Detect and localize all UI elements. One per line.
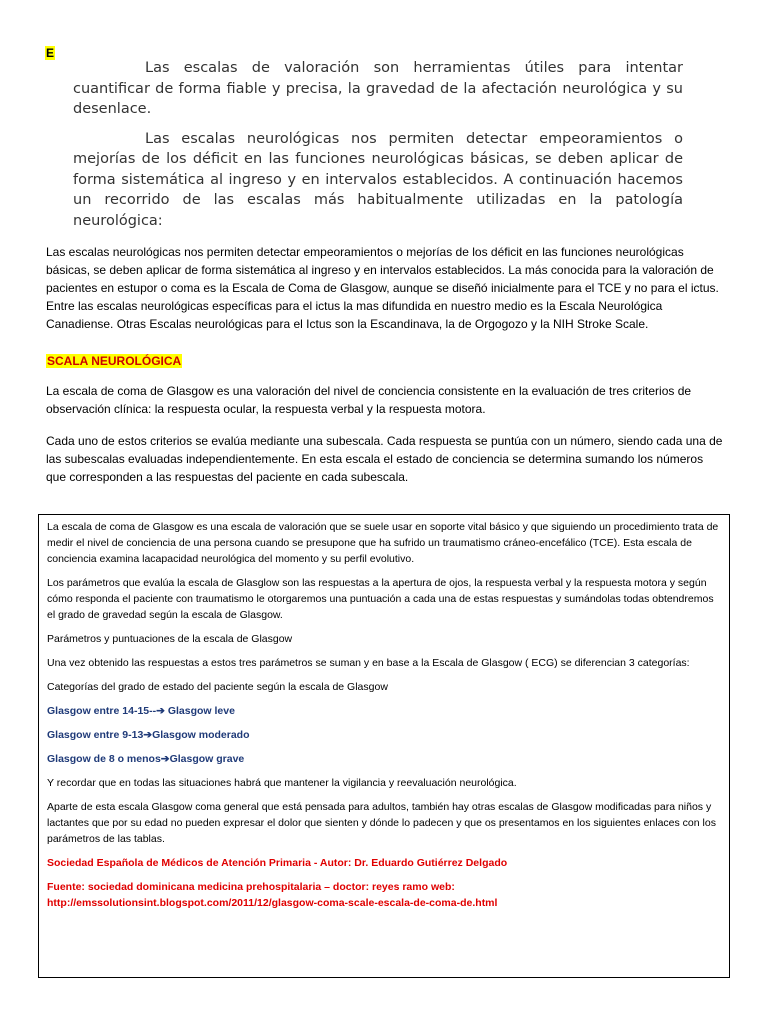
scan-paragraph: Las escalas neurológicas nos permiten detectar empeoramientos o mejorías de los déficit en las funciones neurológicas básicas, se deben aplicar de forma sistemática al ingreso y en intervalos establecidos. A continuación hacemos un recorrido de las escalas más habitualmente utilizadas en la patología neurológica:	[73, 130, 683, 229]
source-link[interactable]: Fuente: sociedad dominicana medicina prehospitalaria – doctor: reyes ramo web: http://emssolutionsint.blogspot.com/2011/12/glasgow-coma-scale-escala-de-coma-de.html	[47, 881, 498, 909]
paragraph: La escala de coma de Glasgow es una valoración del nivel de conciencia consistente en la evaluación de tres criterios de observación clínica: la respuesta ocular, la respuesta verbal y la respuesta motora.	[46, 384, 692, 416]
intro-paragraph	[46, 243, 726, 333]
box-paragraph: Los parámetros que evalúa la escala de Glasglow son las respuestas a la apertura de ojos, la respuesta verbal y la respuesta motora y según cómo responda el paciente con traumatismo le otorgaremos una puntuación a cada una de estas respuestas y sumándolas todas obtendremos el grado de gravedad según la escala de Glasgow.	[47, 577, 714, 621]
box-paragraph: Aparte de esta escala Glasgow coma general que está pensada para adultos, también hay otras escalas de Glasgow modificadas para niños y lactantes que por su edad no pueden expresar el dolor que sienten y dónde lo padecen y que os presentamos en los siguientes enlaces con los parámetros de las tablas.	[47, 801, 716, 845]
subscale-description	[46, 432, 726, 486]
section-title: SCALA NEUROLÓGICA	[47, 354, 182, 368]
scan-paragraph: Las escalas de valoración son herramientas útiles para intentar cuantificar de forma fiable y precisa, la gravedad de la afectación neurológica y su desenlace.	[73, 60, 683, 117]
box-paragraph: Parámetros y puntuaciones de la escala de Glasgow	[47, 633, 293, 645]
category-mild: Glasgow entre 14-15--➔ Glasgow leve	[47, 705, 235, 717]
category-moderate: Glasgow entre 9-13➔Glasgow moderado	[47, 729, 250, 741]
paragraph: Cada uno de estos criterios se evalúa mediante una subescala. Cada respuesta se puntúa con un número, siendo cada una de las subescalas evaluadas independientemente. En esta escala el estado de conciencia se determina sumando los números que corresponden a las respuestas del paciente en cada subescala.	[46, 434, 723, 484]
box-paragraph: La escala de coma de Glasgow es una escala de valoración que se suele usar en soporte vital básico y que siguiendo un procedimiento trata de medir el nivel de conciencia de una persona cuando se presupone que ha sufrido un traumatismo cráneo-encefálico (TCE). Esta escala de conciencia examina lacapacidad neurológica del momento y su perfil evolutivo.	[47, 521, 719, 565]
glasgow-description	[46, 382, 726, 418]
category-severe: Glasgow de 8 o menos➔Glasgow grave	[47, 753, 245, 765]
scanned-excerpt	[73, 58, 683, 240]
glasgow-info-box	[38, 514, 730, 978]
box-paragraph: Una vez obtenido las respuestas a estos tres parámetros se suman y en base a la Escala de Glasgow ( ECG) se diferencian 3 categorías:	[47, 657, 690, 669]
intro-text: Las escalas neurológicas nos permiten detectar empeoramientos o mejorías de los déficit en las funciones neurológicas básicas, se deben aplicar de forma sistemática al ingreso y en intervalos establecidos. La más conocida para la valoración de pacientes en estupor o coma es la Escala de Coma de Glasgow, aunque se diseñó inicialmente para el TCE y no para el ictus. Entre las escalas neurológicas específicas para el ictus la mas difundida en nuestro medio es la Escala Neurológica Canadiense. Otras Escalas neurológicas para el Ictus son la Escandinava, la de Orgogozo y la NIH Stroke Scale.	[46, 245, 719, 331]
source-credit: Sociedad Española de Médicos de Atención Primaria - Autor: Dr. Eduardo Gutiérrez Delgado	[47, 857, 508, 869]
box-paragraph: Categorías del grado de estado del paciente según la escala de Glasgow	[47, 681, 388, 693]
box-paragraph: Y recordar que en todas las situaciones habrá que mantener la vigilancia y reevaluación neurológica.	[47, 777, 517, 789]
highlight-marker: E	[46, 46, 55, 60]
